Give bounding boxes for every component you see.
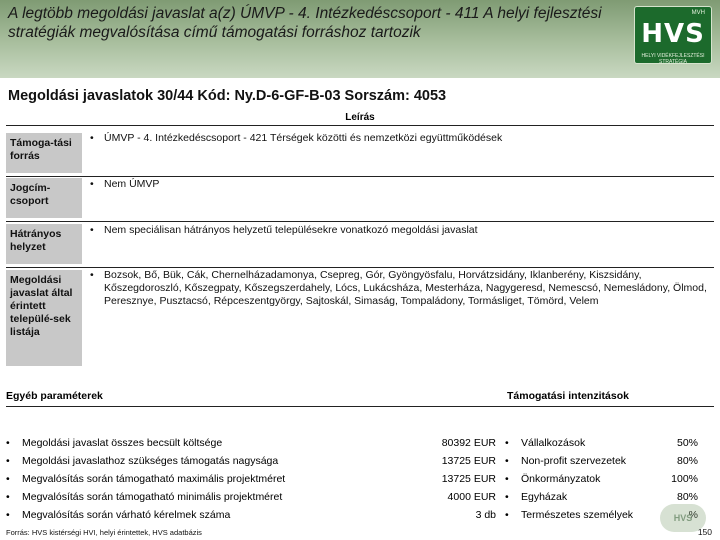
hvs-logo [634,6,712,64]
bullet: • [6,491,10,503]
param-value: 80392 EUR [441,437,496,449]
row-label-tamogatasi-forras: Támoga-tási forrás [6,133,82,173]
row-label-jogcimcsoport: Jogcím-csoport [6,178,82,218]
divider [6,125,714,126]
param-value: 4000 EUR [447,491,496,503]
header-title: A legtöbb megoldási javaslat a(z) ÚMVP - 4. Intézkedéscsoport - 411 A helyi fejlesztési stratégiák megvalósítása című támogatási forráshoz tartozik [8,5,602,41]
row-label-telepulesek: Megoldási javaslat által érintett települé-sek listája [6,270,82,366]
divider [6,267,714,268]
param-label: Megoldási javaslathoz szükséges támogatás nagysága [22,455,279,467]
intensity-label: Non-profit szervezetek [521,455,627,467]
list-item [6,472,498,490]
logo-top-label: MVH [691,10,705,16]
bullet: • [6,437,10,449]
row-text-tamogatasi-forras: • ÚMVP - 4. Intézkedéscsoport - 421 Térségek közötti és nemzetközi együttműködések [88,132,708,145]
intensity-label: Önkormányzatok [521,473,601,485]
page-number: 150 [697,527,712,537]
intensity-value: 100% [671,473,698,485]
row-text-jogcimcsoport: • Nem ÚMVP [88,178,708,191]
list-item [505,472,698,490]
param-value: 3 db [475,509,496,521]
bullet: • [505,437,509,449]
param-label: Megvalósítás során várható kérelmek száma [22,509,231,521]
intensity-value: 80% [676,455,698,467]
list-item [6,454,498,472]
param-label: Megvalósítás során támogatható maximális projektméret [22,473,286,485]
list-item [6,436,498,454]
source-note: Forrás: HVS kistérségi HVI, helyi érintettek, HVS adatbázis [6,528,202,537]
intensity-value: 50% [676,437,698,449]
intensity-value: % [688,509,698,521]
params-list [6,436,498,526]
intensity-label: Egyházak [521,491,568,503]
params-heading: Egyéb paraméterek [6,390,103,402]
divider [6,406,714,407]
intensity-label: Vállalkozások [521,437,586,449]
param-label: Megvalósítás során támogatható minimális projektméret [22,491,283,503]
bullet: • [6,455,10,467]
intensity-value: 80% [676,491,698,503]
param-value: 13725 EUR [441,455,496,467]
row-label-hatranyos-helyzet: Hátrányos helyzet [6,224,82,264]
bullet: • [6,509,10,521]
bullet: • [505,509,509,521]
bullet: • [505,455,509,467]
leiras-heading: Leírás [345,112,375,123]
watermark-logo: HVS [660,504,706,532]
logo-text: HVS [641,19,705,49]
logo-sub-label: HELYI VIDÉKFEJLESZTÉSI STRATÉGIA [641,53,705,65]
list-item [6,490,498,508]
list-item [505,436,698,454]
divider [6,176,714,177]
intensity-label: Természetes személyek [521,509,634,521]
row-text-telepulesek: • Bozsok, Bő, Bük, Cák, Chernelházadamonya, Csepreg, Gór, Gyöngyösfalu, Horvátzsidány, Iklanberény, Kiszsidány, Kőszegdoroszló, Kőszegpaty, Kőszegszerdahely, Lócs, Lukácsháza, Mesterháza, Nagygeresd, Nemescsó, Nemesládony, Ölmod, Peresznye, Pusztacsó, Répceszentgyörgy, Sajtoskál, Simaság, Tompaládony, Tormásliget, Tömörd, Velem [88,269,708,308]
bullet: • [505,473,509,485]
intensity-heading: Támogatási intenzitások [507,390,629,402]
section-title: Megoldási javaslatok 30/44 Kód: Ny.D-6-GF-B-03 Sorszám: 4053 [8,88,447,104]
header-banner [0,0,720,78]
list-item [505,454,698,472]
divider [6,221,714,222]
list-item [6,508,498,526]
bullet: • [6,473,10,485]
param-value: 13725 EUR [441,473,496,485]
bullet: • [505,491,509,503]
row-text-hatranyos-helyzet: • Nem speciálisan hátrányos helyzetű településekre vonatkozó megoldási javaslat [88,224,708,237]
param-label: Megoldási javaslat összes becsült költsége [22,437,223,449]
